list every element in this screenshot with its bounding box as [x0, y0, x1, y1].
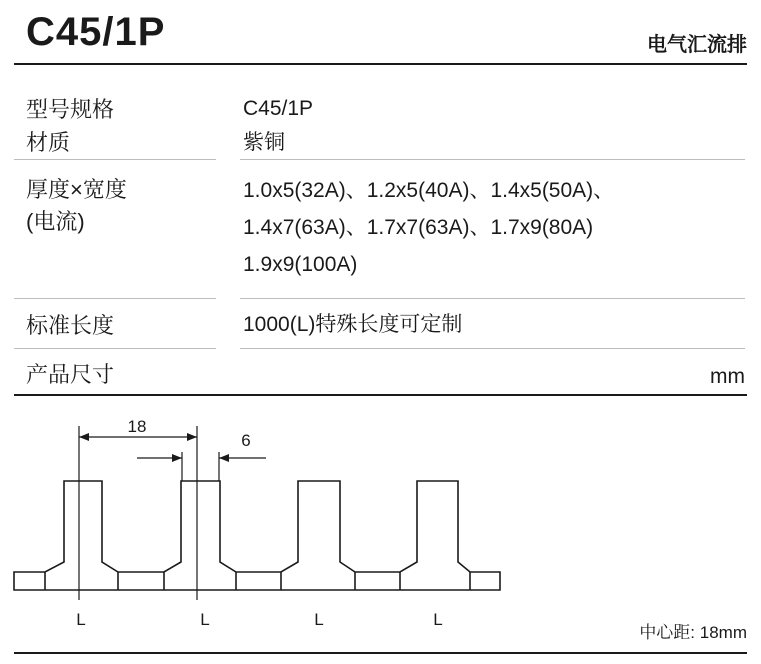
l-label: L — [314, 610, 324, 629]
footer-divider — [14, 652, 747, 654]
length-label: 标准长度 — [26, 313, 115, 338]
spec-divider-left — [14, 159, 216, 160]
busbar-outline — [14, 481, 500, 590]
l-label: L — [200, 610, 210, 629]
product-subtitle: 电气汇流排 — [647, 34, 747, 56]
pitch-dimension: 18 — [127, 417, 147, 436]
thickness-line-3: 1.9x9(100A) — [243, 253, 358, 276]
thickness-label: 厚度×宽度 — [26, 177, 127, 202]
model-label: 型号规格 — [26, 97, 115, 122]
dimensions-label: 产品尺寸 — [26, 362, 115, 387]
header-divider — [14, 63, 747, 65]
spec-divider-right — [240, 298, 745, 299]
l-label: L — [76, 610, 86, 629]
current-label: (电流) — [26, 209, 85, 234]
center-distance-note: 中心距: 18mm — [639, 623, 747, 642]
busbar-drawing — [0, 400, 761, 630]
spec-divider-left — [14, 298, 216, 299]
product-title: C45/1P — [26, 10, 166, 54]
material-value: 紫铜 — [243, 131, 285, 154]
unit-label: mm — [710, 365, 745, 388]
spec-divider-right — [240, 159, 745, 160]
model-value: C45/1P — [243, 97, 314, 120]
thickness-line-1: 1.0x5(32A)、1.2x5(40A)、1.4x5(50A)、 — [243, 179, 615, 202]
l-label: L — [433, 610, 443, 629]
length-value: 1000(L)特殊长度可定制 — [243, 313, 463, 336]
dimensions-divider — [14, 394, 747, 396]
spec-divider-right — [240, 348, 745, 349]
spec-divider-left — [14, 348, 216, 349]
material-label: 材质 — [26, 130, 71, 155]
thickness-line-2: 1.4x7(63A)、1.7x7(63A)、1.7x9(80A) — [243, 216, 594, 239]
pin-width-dimension: 6 — [241, 431, 251, 450]
